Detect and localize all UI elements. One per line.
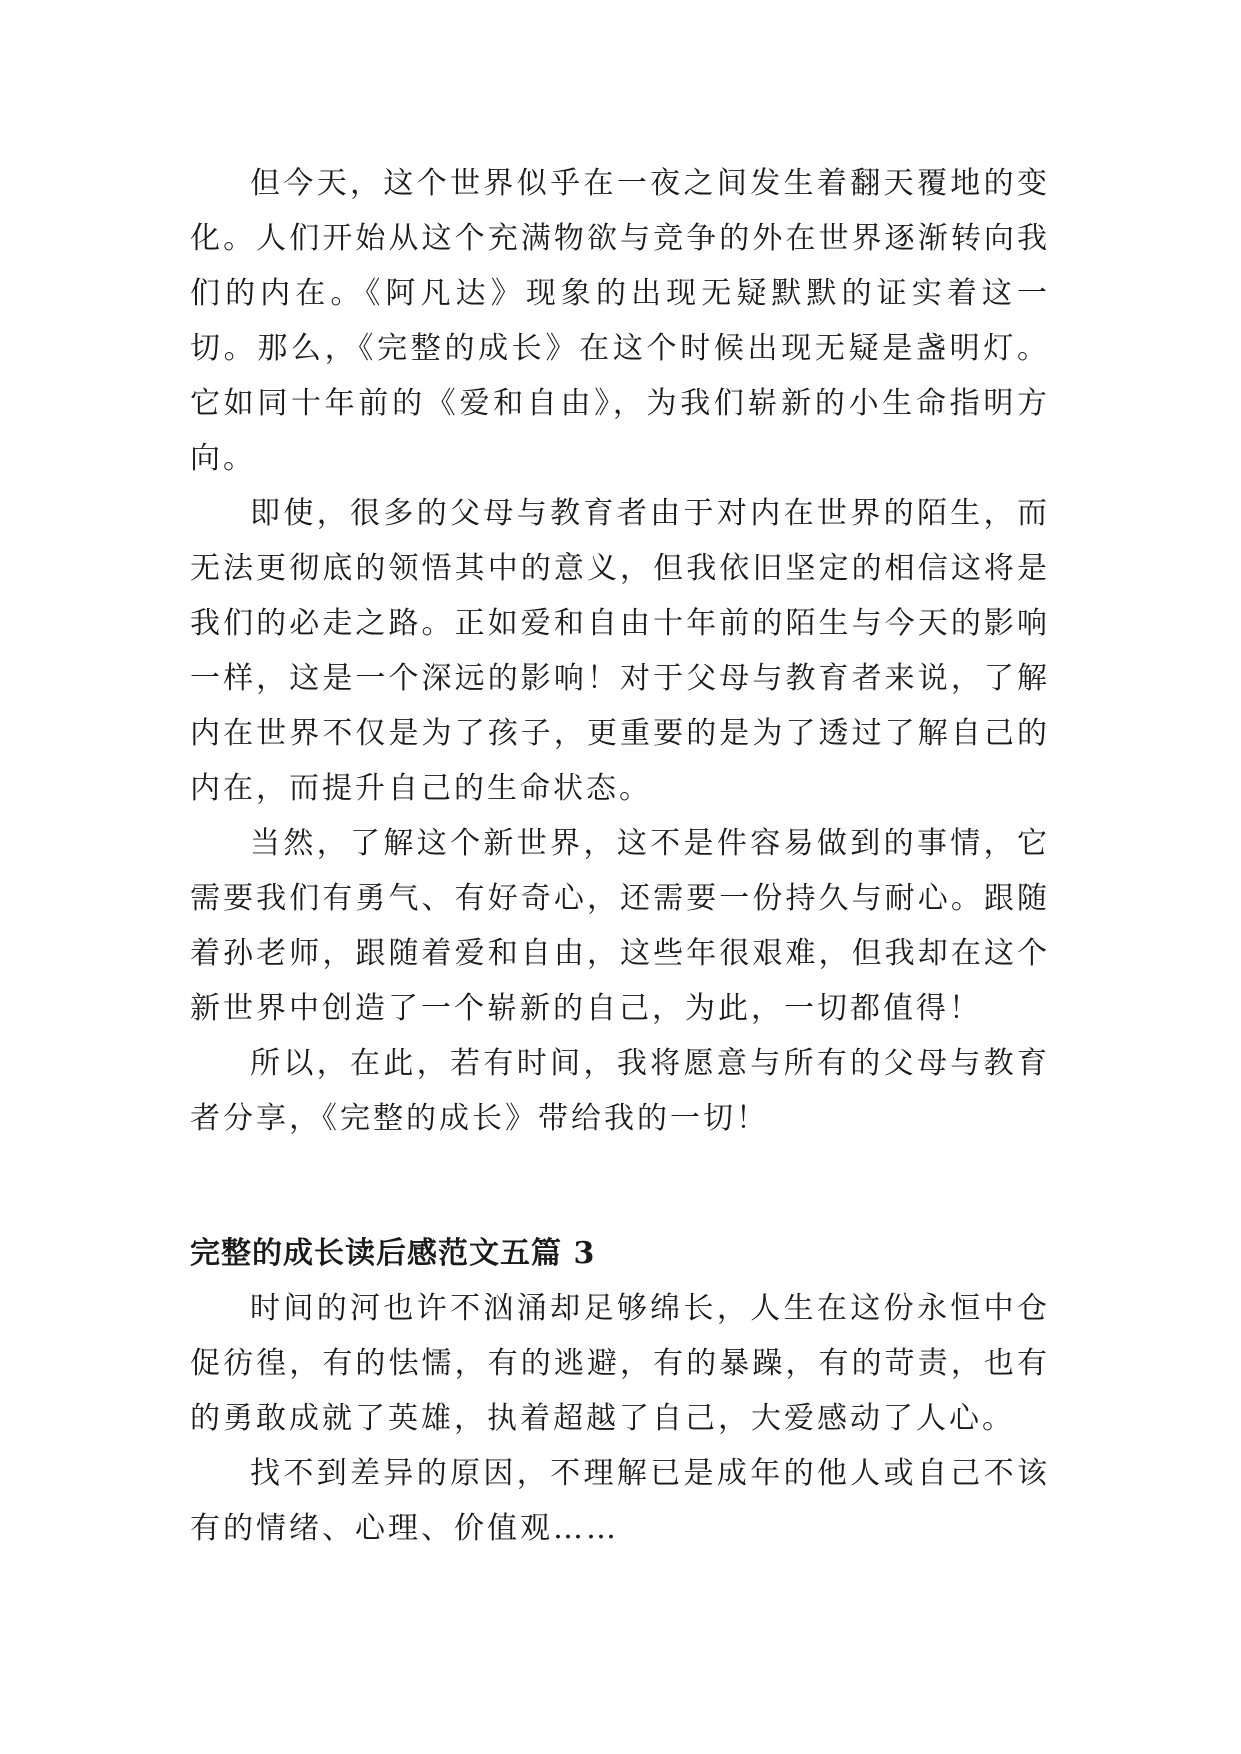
section-continuation [190,156,1050,1146]
paragraph: 但今天，这个世界似乎在一夜之间发生着翻天覆地的变化。人们开始从这个充满物欲与竞争的外在世界逐渐转向我们的内在。《阿凡达》现象的出现无疑默默的证实着这一切。那么，《完整的成长》在这个时候出现无疑是盏明灯。它如同十年前的《爱和自由》，为我们崭新的小生命指明方向。 [190,166,1050,476]
paragraph: 当然，了解这个新世界，这不是件容易做到的事情，它需要我们有勇气、有好奇心，还需要一份持久与耐心。跟随着孙老师，跟随着爱和自由，这些年很艰难，但我却在这个新世界中创造了一个崭新的自己，为此，一切都值得！ [190,826,1050,1026]
document-body [190,156,1050,1556]
paragraph: 时间的河也许不汹涌却足够绵长，人生在这份永恒中仓促彷徨，有的怯懦，有的逃避，有的暴躁，有的苛责，也有的勇敢成就了英雄，执着超越了自己，大爱感动了人心。 [190,1291,1050,1436]
paragraph: 找不到差异的原因，不理解已是成年的他人或自己不该有的情绪、心理、价值观…… [190,1456,1050,1546]
paragraph: 所以，在此，若有时间，我将愿意与所有的父母与教育者分享，《完整的成长》带给我的一切！ [190,1046,1050,1136]
section-essay-3 [190,1226,1050,1556]
section-spacer [190,1146,1050,1226]
section-heading: 完整的成长读后感范文五篇 3 [190,1236,596,1271]
paragraph: 即使，很多的父母与教育者由于对内在世界的陌生，而无法更彻底的领悟其中的意义，但我依旧坚定的相信这将是我们的必走之路。正如爱和自由十年前的陌生与今天的影响一样，这是一个深远的影响！对于父母与教育者来说，了解内在世界不仅是为了孩子，更重要的是为了透过了解自己的内在，而提升自己的生命状态。 [190,496,1050,806]
